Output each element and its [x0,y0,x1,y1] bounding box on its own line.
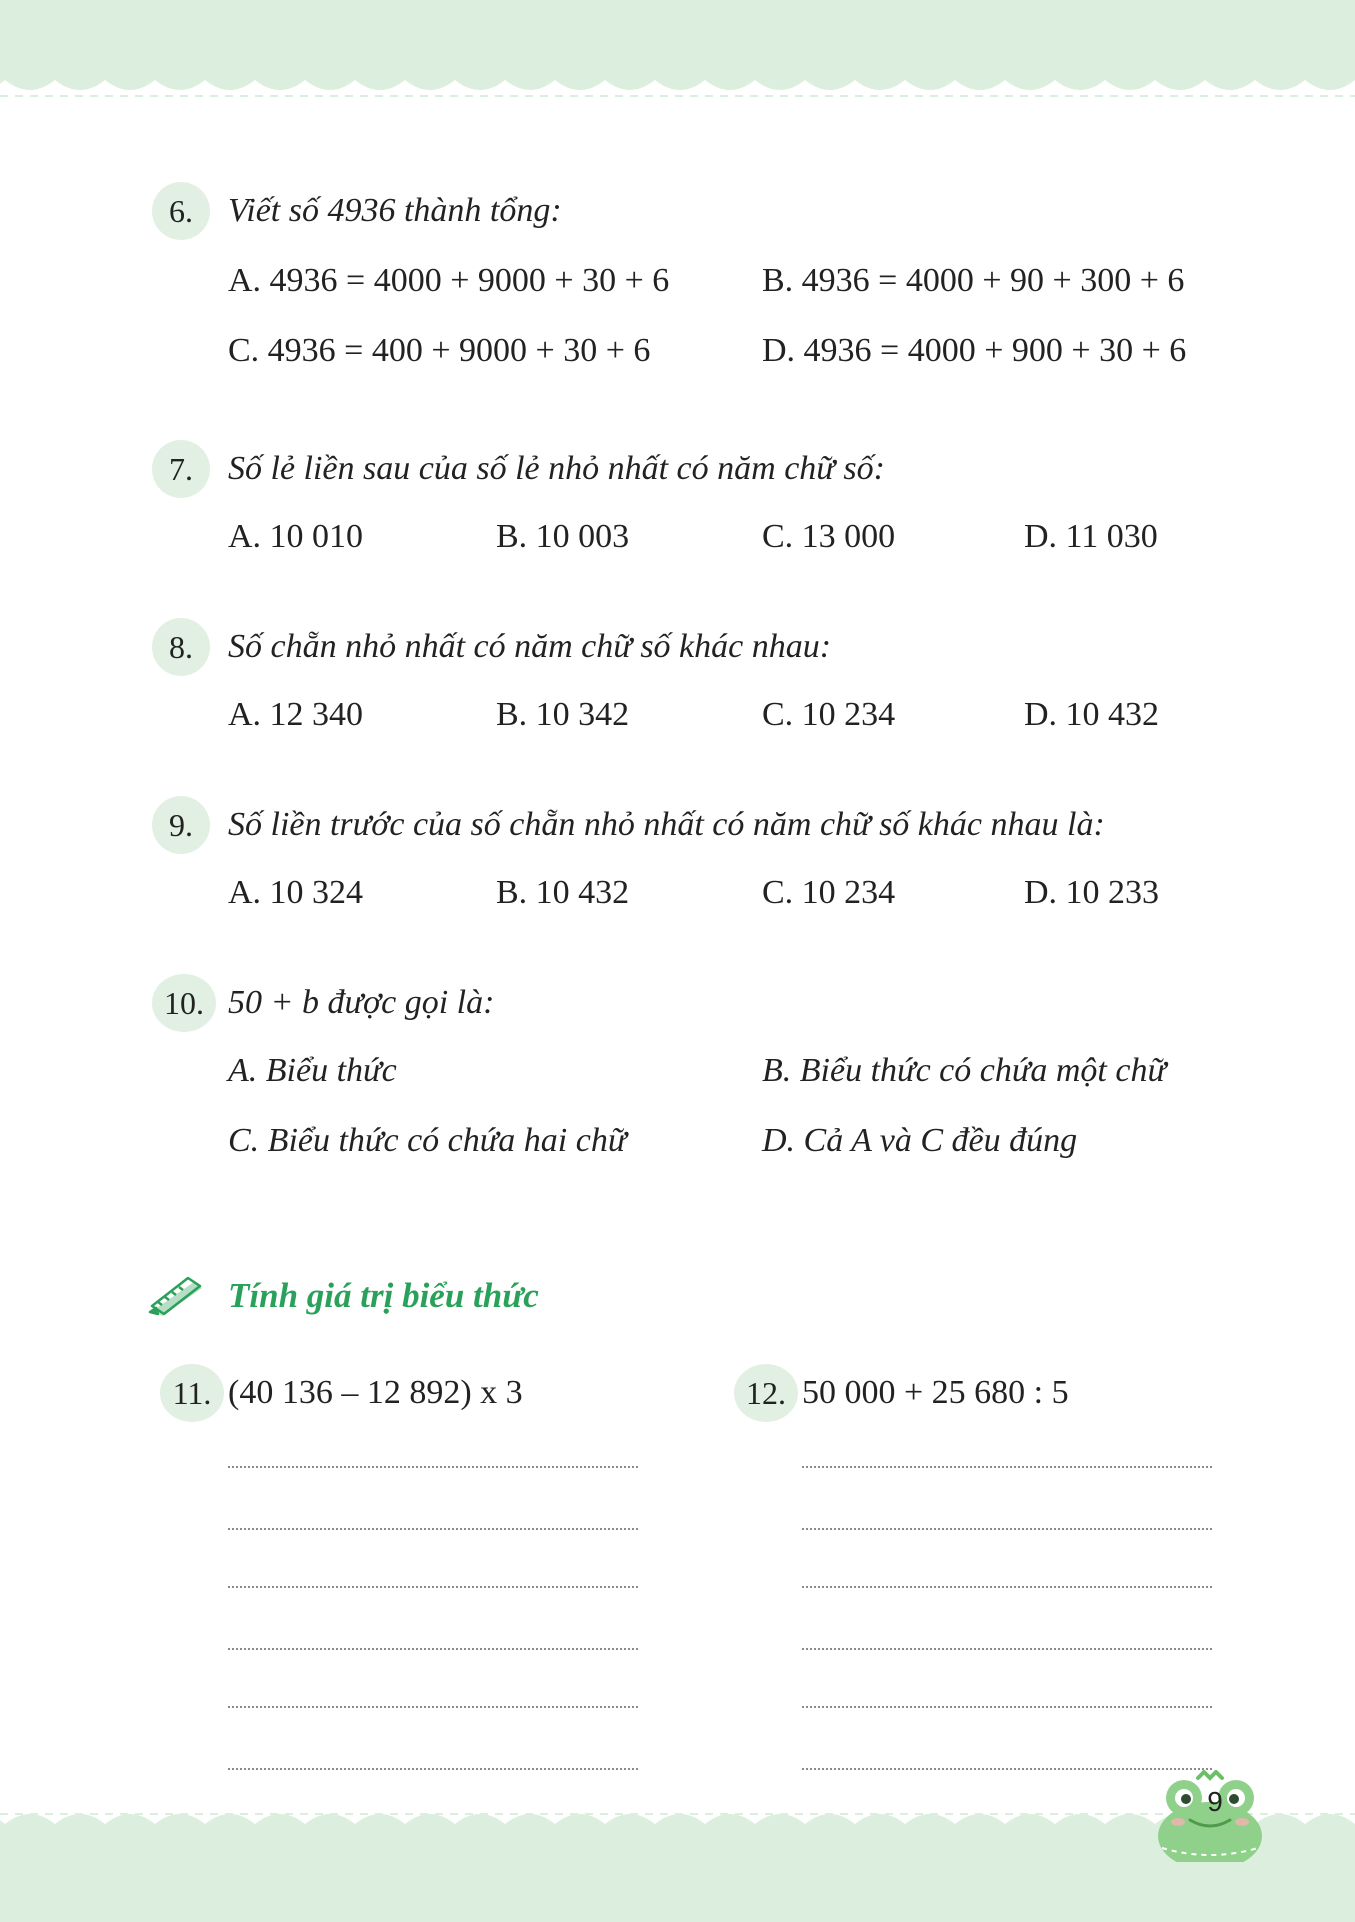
question-text: 50 + b được gọi là: [228,984,495,1021]
answer-line[interactable] [228,1706,638,1708]
question-number-badge: 9. [152,796,210,854]
answer-line[interactable] [228,1768,638,1770]
option-a[interactable]: A. 4936 = 4000 + 9000 + 30 + 6 [228,262,670,299]
option-c[interactable]: C. 4936 = 400 + 9000 + 30 + 6 [228,332,651,369]
question-number-badge: 10. [152,974,216,1032]
answer-line[interactable] [802,1586,1212,1588]
page-number: 9 [1207,1786,1223,1817]
answer-line[interactable] [802,1706,1212,1708]
question-number-badge: 6. [152,182,210,240]
answer-line[interactable] [802,1648,1212,1650]
question-text: Viết số 4936 thành tổng: [228,192,562,229]
question-text: Số liền trước của số chẵn nhỏ nhất có năm chữ số khác nhau là: [228,806,1105,843]
exercise-expression: 50 000 + 25 680 : 5 [802,1374,1069,1411]
option-b[interactable]: B. 10 342 [496,696,630,733]
question-number-badge: 7. [152,440,210,498]
exercise-expression: (40 136 – 12 892) x 3 [228,1374,523,1411]
option-d[interactable]: D. 10 233 [1024,874,1160,911]
option-a[interactable]: A. 10 010 [228,518,364,555]
option-c[interactable]: C. 10 234 [762,696,896,733]
option-a[interactable]: A. 12 340 [228,696,364,733]
question-number-badge: 8. [152,618,210,676]
pencil-ruler-icon [148,1272,208,1316]
answer-line[interactable] [802,1528,1212,1530]
option-c[interactable]: C. Biểu thức có chứa hai chữ [228,1122,627,1159]
exercise-number-badge: 11. [160,1364,224,1422]
option-b[interactable]: B. Biểu thức có chứa một chữ [762,1052,1167,1089]
option-c[interactable]: C. 13 000 [762,518,896,555]
answer-line[interactable] [802,1466,1212,1468]
option-a[interactable]: A. 10 324 [228,874,364,911]
option-d[interactable]: D. Cả A và C đều đúng [762,1122,1078,1159]
option-d[interactable]: D. 11 030 [1024,518,1158,555]
exercise-number-badge: 12. [734,1364,798,1422]
top-wave-band [0,0,1355,120]
option-b[interactable]: B. 4936 = 4000 + 90 + 300 + 6 [762,262,1185,299]
option-b[interactable]: B. 10 003 [496,518,630,555]
answer-line[interactable] [228,1586,638,1588]
question-text: Số lẻ liền sau của số lẻ nhỏ nhất có năm chữ số: [228,450,885,487]
option-b[interactable]: B. 10 432 [496,874,630,911]
option-a[interactable]: A. Biểu thức [228,1052,397,1089]
option-d[interactable]: D. 10 432 [1024,696,1160,733]
option-c[interactable]: C. 10 234 [762,874,896,911]
question-text: Số chẵn nhỏ nhất có năm chữ số khác nhau: [228,628,832,665]
answer-line[interactable] [228,1466,638,1468]
answer-line[interactable] [228,1648,638,1650]
answer-line[interactable] [228,1528,638,1530]
option-d[interactable]: D. 4936 = 4000 + 900 + 30 + 6 [762,332,1187,369]
section-title: Tính giá trị biểu thức [228,1276,539,1315]
